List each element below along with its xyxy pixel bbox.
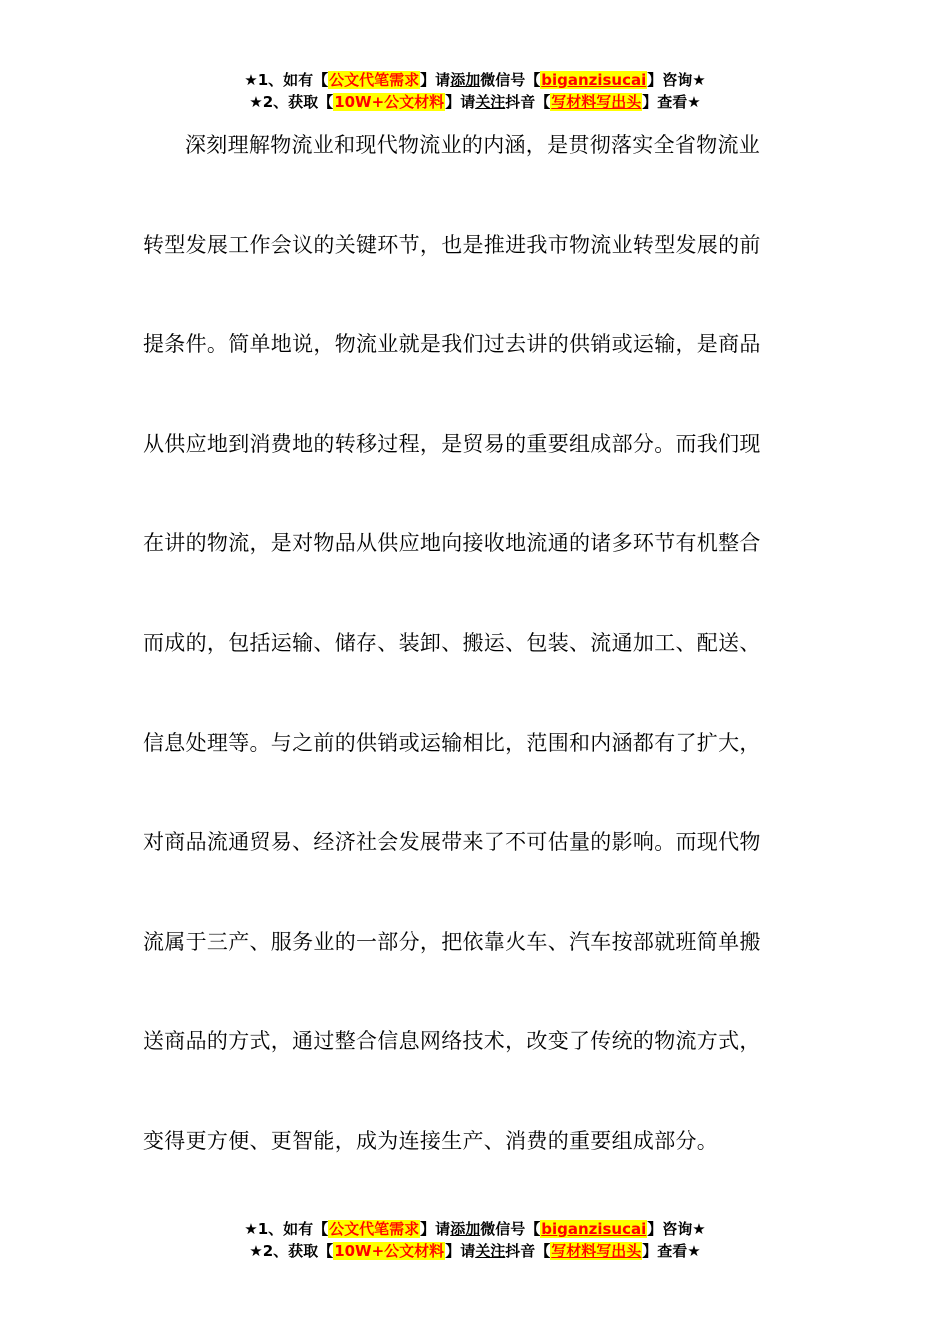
notice-underline: 关注 [475,93,506,111]
notice-text: 】咨询★ [647,1220,706,1238]
body-line: 信息处理等。与之前的供销或运输相比，范围和内涵都有了扩大， [143,730,761,755]
body-line: 流属于三产、服务业的一部分，把依靠火车、汽车按部就班简单搬 [143,929,761,954]
body-line: 而成的，包括运输、储存、装卸、搬运、包装、流通加工、配送、 [143,630,761,655]
body-line: 变得更方便、更智能，成为连接生产、消费的重要组成部分。 [143,1128,719,1153]
notice-text: 】请 [445,93,476,111]
notice-line-1 [0,1218,950,1240]
notice-highlight: 10W+公文材料 [334,1242,445,1260]
notice-text: ★2、获取【 [249,93,334,111]
body-line: 深刻理解物流业和现代物流业的内涵，是贯彻落实全省物流业 [185,133,761,157]
notice-text: 】请 [420,1220,451,1238]
notice-text: ★2、获取【 [249,1242,334,1260]
body-line: 提条件。简单地说，物流业就是我们过去讲的供销或运输，是商品 [143,332,761,357]
body-line: 转型发展工作会议的关键环节，也是推进我市物流业转型发展的前 [143,232,761,257]
body-line: 对商品流通贸易、经济社会发展带来了不可估量的影响。而现代物 [143,830,761,855]
header-notice [0,69,950,113]
notice-underline: 添加 [450,1220,481,1238]
notice-text: 】查看★ [642,1242,701,1260]
notice-line-2 [0,1240,950,1262]
notice-text: 抖音【 [505,1242,551,1260]
wechat-id: biganzisucai [541,71,647,89]
notice-underline: 添加 [450,71,481,89]
body-paragraph [143,127,807,1223]
notice-line-2 [0,91,950,113]
notice-text: 】咨询★ [647,71,706,89]
body-line: 送商品的方式，通过整合信息网络技术，改变了传统的物流方式， [143,1029,761,1054]
notice-text: ★1、如有【 [244,1220,329,1238]
body-line: 在讲的物流，是对物品从供应地向接收地流通的诸多环节有机整合 [143,531,761,556]
footer-notice [0,1218,950,1262]
notice-line-1 [0,69,950,91]
notice-highlight: 公文代笔需求 [329,1220,420,1238]
douyin-account: 写材料写出头 [551,1242,642,1260]
notice-text: 微信号【 [480,1220,541,1238]
notice-text: ★1、如有【 [244,71,329,89]
notice-text: 】请 [420,71,451,89]
body-line: 从供应地到消费地的转移过程，是贸易的重要组成部分。而我们现 [143,431,761,456]
notice-text: 抖音【 [505,93,551,111]
notice-underline: 关注 [475,1242,506,1260]
notice-highlight: 10W+公文材料 [334,93,445,111]
notice-text: 】请 [445,1242,476,1260]
notice-text: 微信号【 [480,71,541,89]
notice-highlight: 公文代笔需求 [329,71,420,89]
wechat-id: biganzisucai [541,1220,647,1238]
notice-text: 】查看★ [642,93,701,111]
douyin-account: 写材料写出头 [551,93,642,111]
